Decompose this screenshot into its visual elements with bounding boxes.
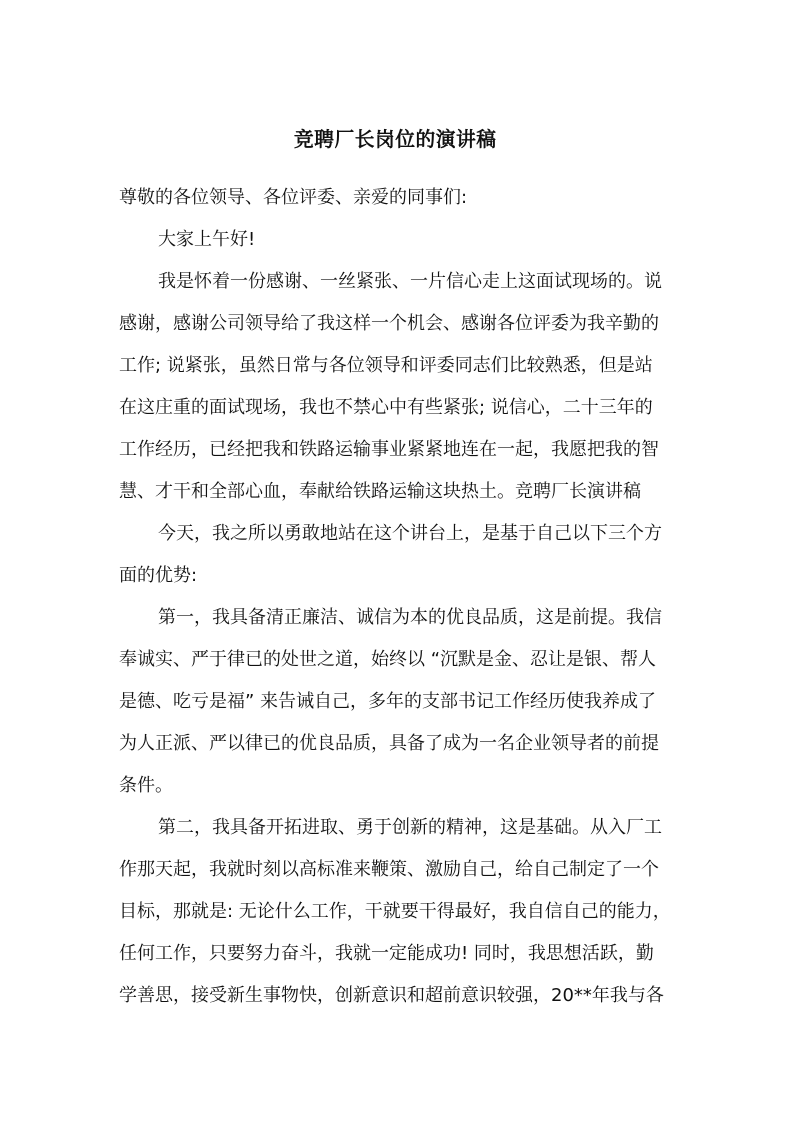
- paragraph-3-line-2: 奉诚实、严于律已的处世之道，始终以 “沉默是金、忍让是银、帮人: [119, 649, 657, 670]
- paragraph-3-line-5: 条件。: [119, 775, 173, 796]
- paragraph-4-line-2: 作那天起，我就时刻以高标准来鞭策、激励自己，给自己制定了一个: [119, 859, 659, 880]
- paragraph-3-line-4: 为人正派、严以律已的优良品质，具备了成为一名企业领导者的前提: [119, 733, 659, 754]
- paragraph-2-line-2: 面的优势:: [119, 565, 198, 586]
- paragraph-4-line-3: 目标，那就是: 无论什么工作，干就要干得最好，我自信自己的能力，: [119, 901, 671, 922]
- paragraph-4-line-1: 第二，我具备开拓进取、勇于创新的精神，这是基础。从入厂工: [158, 817, 662, 838]
- paragraph-3-line-3: 是德、吃亏是福” 来告诫自己，多年的支部书记工作经历使我养成了: [119, 691, 657, 712]
- paragraph-4-line-4: 任何工作，只要努力奋斗，我就一定能成功! 同时，我思想活跃，勤: [119, 943, 654, 964]
- paragraph-1-line-5: 工作经历，已经把我和铁路运输事业紧紧地连在一起，我愿把我的智: [119, 439, 659, 460]
- paragraph-4-line-5: 学善思，接受新生事物快，创新意识和超前意识较强，20**年我与各: [119, 985, 664, 1006]
- document-title: 竞聘厂长岗位的演讲稿: [293, 127, 497, 151]
- paragraph-1-line-4: 在这庄重的面试现场，我也不禁心中有些紧张; 说信心，二十三年的: [119, 397, 653, 418]
- paragraph-1-line-6: 慧、才干和全部心血，奉献给铁路运输这块热土。竞聘厂长演讲稿: [119, 481, 641, 502]
- paragraph-1-line-1: 我是怀着一份感谢、一丝紧张、一片信心走上这面试现场的。说: [158, 271, 662, 292]
- paragraph-3-line-1: 第一，我具备清正廉洁、诚信为本的优良品质，这是前提。我信: [158, 607, 662, 628]
- greeting: 大家上午好!: [158, 229, 256, 250]
- paragraph-1-line-2: 感谢，感谢公司领导给了我这样一个机会、感谢各位评委为我辛勤的: [119, 313, 659, 334]
- paragraph-2-line-1: 今天，我之所以勇敢地站在这个讲台上，是基于自己以下三个方: [158, 523, 662, 544]
- salutation: 尊敬的各位领导、各位评委、亲爱的同事们:: [119, 187, 468, 208]
- paragraph-1-line-3: 工作; 说紧张，虽然日常与各位领导和评委同志们比较熟悉，但是站: [119, 355, 653, 376]
